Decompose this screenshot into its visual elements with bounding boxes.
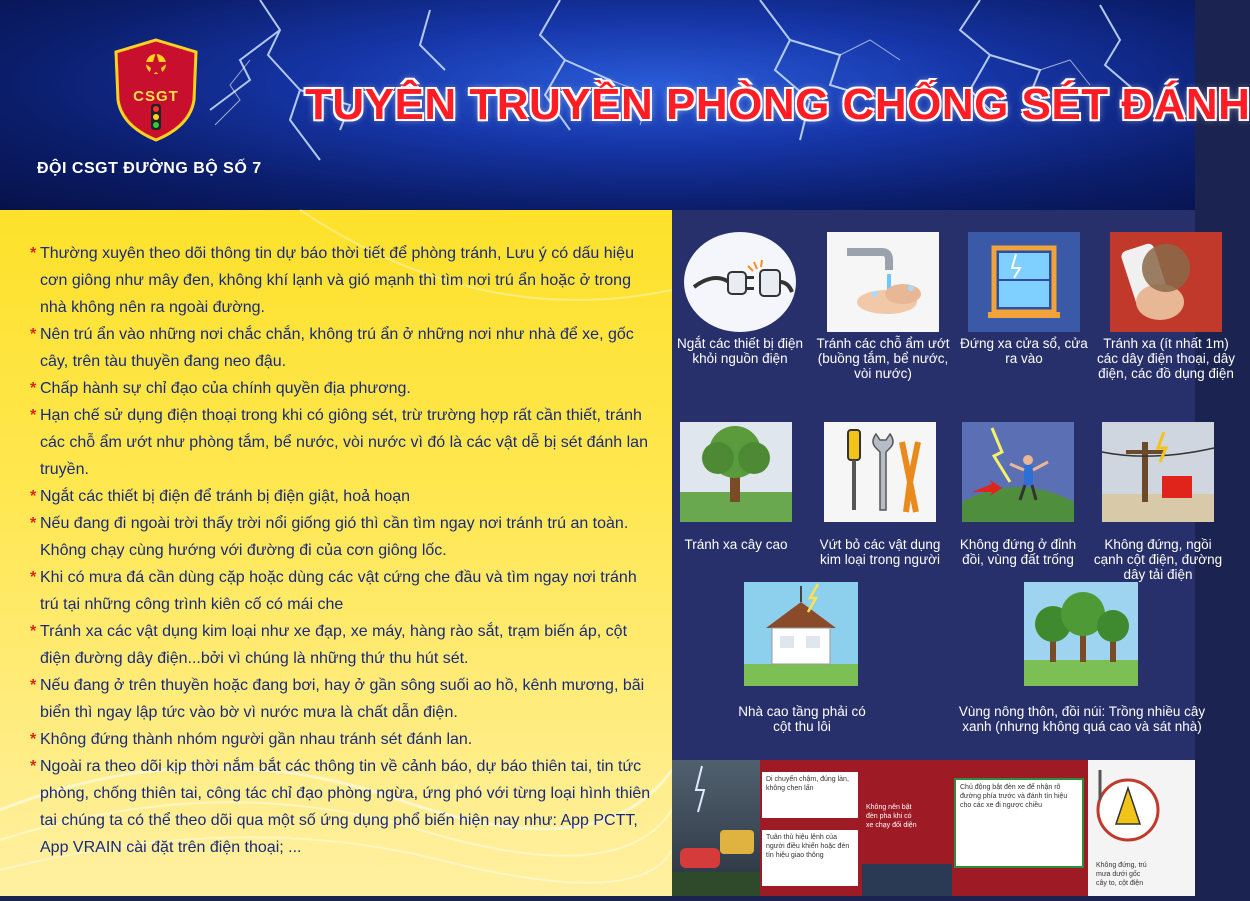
unit-name: ĐỘI CSGT ĐƯỜNG BỘ SỐ 7 (37, 160, 262, 177)
tools-icon (824, 422, 936, 522)
tip-item: * Không đứng thành nhóm người gần nhau tránh sét đánh lan. (30, 726, 655, 753)
tips-list (30, 240, 655, 861)
logo-text: CSGT (133, 88, 179, 105)
caption-power-pole: Không đứng, ngồi cạnh cột điện, đường dây tải điện (1093, 537, 1223, 582)
tip-card-turn-on-lights: Chủ động bật đèn xe để nhận rõ đường phía trước và đánh tín hiệu cho các xe đi ngược chiều (954, 778, 1084, 868)
caption-lightning-rod: Nhà cao tầng phải có cột thu lôi (738, 704, 866, 734)
caption-hilltop: Không đứng ở đỉnh đồi, vùng đất trống (959, 537, 1077, 567)
power-pole-icon (1102, 422, 1214, 522)
tips-panel (0, 210, 672, 896)
tip-item: * Chấp hành sự chỉ đạo của chính quyền địa phương. (30, 375, 655, 402)
faucet-icon (827, 232, 939, 332)
bullet-star: * (30, 515, 37, 532)
bullet-star: * (30, 488, 37, 505)
bullet-star: * (30, 623, 37, 640)
tip-item: * Nên trú ẩn vào những nơi chắc chắn, không trú ẩn ở những nơi như nhà để xe, gốc cây, trên tàu thuyền đang neo đậu. (30, 321, 655, 375)
bullet-star: * (30, 245, 37, 262)
tip-item: * Hạn chế sử dụng điện thoại trong khi có giông sét, trừ trường hợp rất cần thiết, tránh các chỗ ẩm ướt như phòng tắm, bể nước, vòi nước vì đó là các vật dễ bị sét đánh lan truyền. (30, 402, 655, 483)
caption-unplug: Ngắt các thiết bị điện khỏi nguồn điện (676, 336, 804, 366)
tree-icon (680, 422, 792, 522)
header-banner (0, 0, 1250, 210)
caption-window: Đứng xa cửa sổ, cửa ra vào (960, 336, 1088, 366)
bullet-star: * (30, 569, 37, 586)
lightning-rod-house-icon (744, 582, 858, 686)
bullet-star: * (30, 731, 37, 748)
tip-item: * Tránh xa các vật dụng kim loại như xe đạp, xe máy, hàng rào sắt, trạm biến áp, cột điện đường dây điện...bởi vì chúng là những thứ thu hút sét. (30, 618, 655, 672)
storm-road-image (672, 760, 760, 896)
tip-item: * Nếu đang ở trên thuyền hoặc đang bơi, hay ở gần sông suối ao hồ, kênh mương, bãi biển thì ngay lập tức vào bờ vì nước mưa là chất dẫn điện. (30, 672, 655, 726)
window-icon (968, 232, 1080, 332)
tip-item: * Ngoài ra theo dõi kịp thời nắm bắt các thông tin về cảnh báo, dự báo thiên tai, tin tức phòng, chống thiên tai, công tác chỉ đạo phòng ngừa, ứng phó với từng loại hình thiên tai chúng ta có thể theo dõi qua một số ứng dụng phổ biến hiện nay như: App PCTT, App VRAIN cài đặt trên điện thoại; ... (30, 753, 655, 861)
tip-card-obey-signals: Tuân thủ hiệu lệnh của người điều khiển hoặc đèn tín hiệu giao thông (762, 830, 858, 886)
countryside-trees-icon (1024, 582, 1138, 686)
caption-faucet: Tránh các chỗ ẩm ướt (buồng tắm, bể nước, vòi nước) (816, 336, 950, 381)
unplug-icon (684, 232, 796, 332)
tip-card-drive-slow: Di chuyển chậm, đúng làn, không chen lấn (762, 772, 858, 818)
bullet-star: * (30, 758, 37, 775)
hilltop-icon (962, 422, 1074, 522)
bullet-star: * (30, 677, 37, 694)
bullet-star: * (30, 380, 37, 397)
tip-item: * Ngắt các thiết bị điện để tránh bị điện giật, hoả hoạn (30, 483, 655, 510)
night-road-image (862, 864, 952, 896)
traffic-tips-strip (672, 760, 1195, 896)
tip-item: * Nếu đang đi ngoài trời thấy trời nổi giống gió thì cần tìm ngay nơi tránh trú an toàn. Không chạy cùng hướng với đường đi của cơn giông lốc. (30, 510, 655, 564)
caption-tree: Tránh xa cây cao (684, 537, 788, 552)
tip-card-no-shelter-tree: Không đứng, trú mưa dưới gốc cây to, cột điện (1096, 862, 1147, 887)
caption-phone: Tránh xa (ít nhất 1m) các dây điện thoại, dây điện, các đồ dụng điện (1096, 336, 1236, 381)
tip-card-no-high-beam: Không nên bật đèn pha khi có xe chạy đối diện (862, 800, 924, 860)
caption-tools: Vứt bỏ các vật dụng kim loại trong người (819, 537, 941, 567)
safety-icons-panel (672, 210, 1236, 760)
bullet-star: * (30, 326, 37, 343)
tip-item: * Khi có mưa đá cần dùng cặp hoặc dùng các vật cứng che đầu và tìm ngay nơi tránh trú tại những công trình kiên cố có mái che (30, 564, 655, 618)
bullet-star: * (30, 407, 37, 424)
phone-icon (1110, 232, 1222, 332)
caption-countryside: Vùng nông thôn, đồi núi: Trồng nhiều cây xanh (nhưng không quá cao và sát nhà) (958, 704, 1206, 734)
page-title: TUYÊN TRUYỀN PHÒNG CHỐNG SÉT ĐÁNH (305, 80, 1250, 129)
tip-item: * Thường xuyên theo dõi thông tin dự báo thời tiết để phòng tránh, Lưu ý có dấu hiệu cơn giông như mây đen, không khí lạnh và gió mạnh thì tìm nơi trú ẩn hoặc ở trong nhà không nên ra ngoài đường. (30, 240, 655, 321)
